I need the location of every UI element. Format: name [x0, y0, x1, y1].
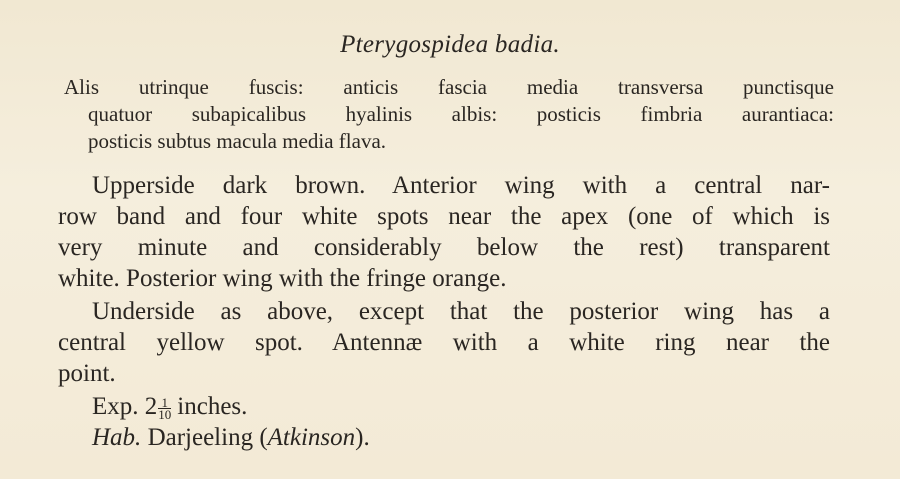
upperside-line-1: Upperside dark brown. Anterior wing with a central nar- [92, 172, 830, 199]
underside-line-3: point. [58, 360, 116, 387]
expanse-label: Exp. 2 [92, 393, 158, 420]
habitat-close: ). [355, 424, 370, 451]
fraction-denominator: 10 [158, 406, 172, 422]
upperside-line-3: very minute and considerably below the rest) transparent [58, 234, 830, 261]
habitat-collector: Atkinson [267, 424, 356, 451]
fraction-numerator: 1 [158, 397, 171, 409]
latin-line-2: quatuor subapicalibus hyalinis albis: posticis fimbria aurantiaca: [88, 102, 834, 126]
habitat-label: Hab. [92, 424, 142, 451]
habitat-line [58, 422, 830, 453]
underside-line-1: Underside as above, except that the posterior wing has a [92, 298, 830, 325]
habitat-place: Darjeeling ( [147, 424, 268, 451]
upperside-paragraph [58, 170, 830, 294]
latin-description [64, 74, 834, 155]
underside-paragraph [58, 296, 830, 389]
english-description [58, 170, 830, 453]
latin-line-1: Alis utrinque fuscis: anticis fascia media transversa punctisque [64, 75, 834, 99]
expanse-line [58, 391, 830, 422]
underside-line-2: central yellow spot. Antennæ with a white ring near the [58, 329, 830, 356]
latin-line-3: posticis subtus macula media flava. [88, 129, 387, 153]
expanse-fraction [158, 394, 172, 422]
upperside-line-2: row band and four white spots near the apex (one of which is [58, 203, 830, 230]
species-title: Pterygospidea badia. [340, 31, 560, 58]
expanse-unit: inches. [177, 393, 248, 420]
upperside-line-4: white. Posterior wing with the fringe orange. [58, 265, 507, 292]
